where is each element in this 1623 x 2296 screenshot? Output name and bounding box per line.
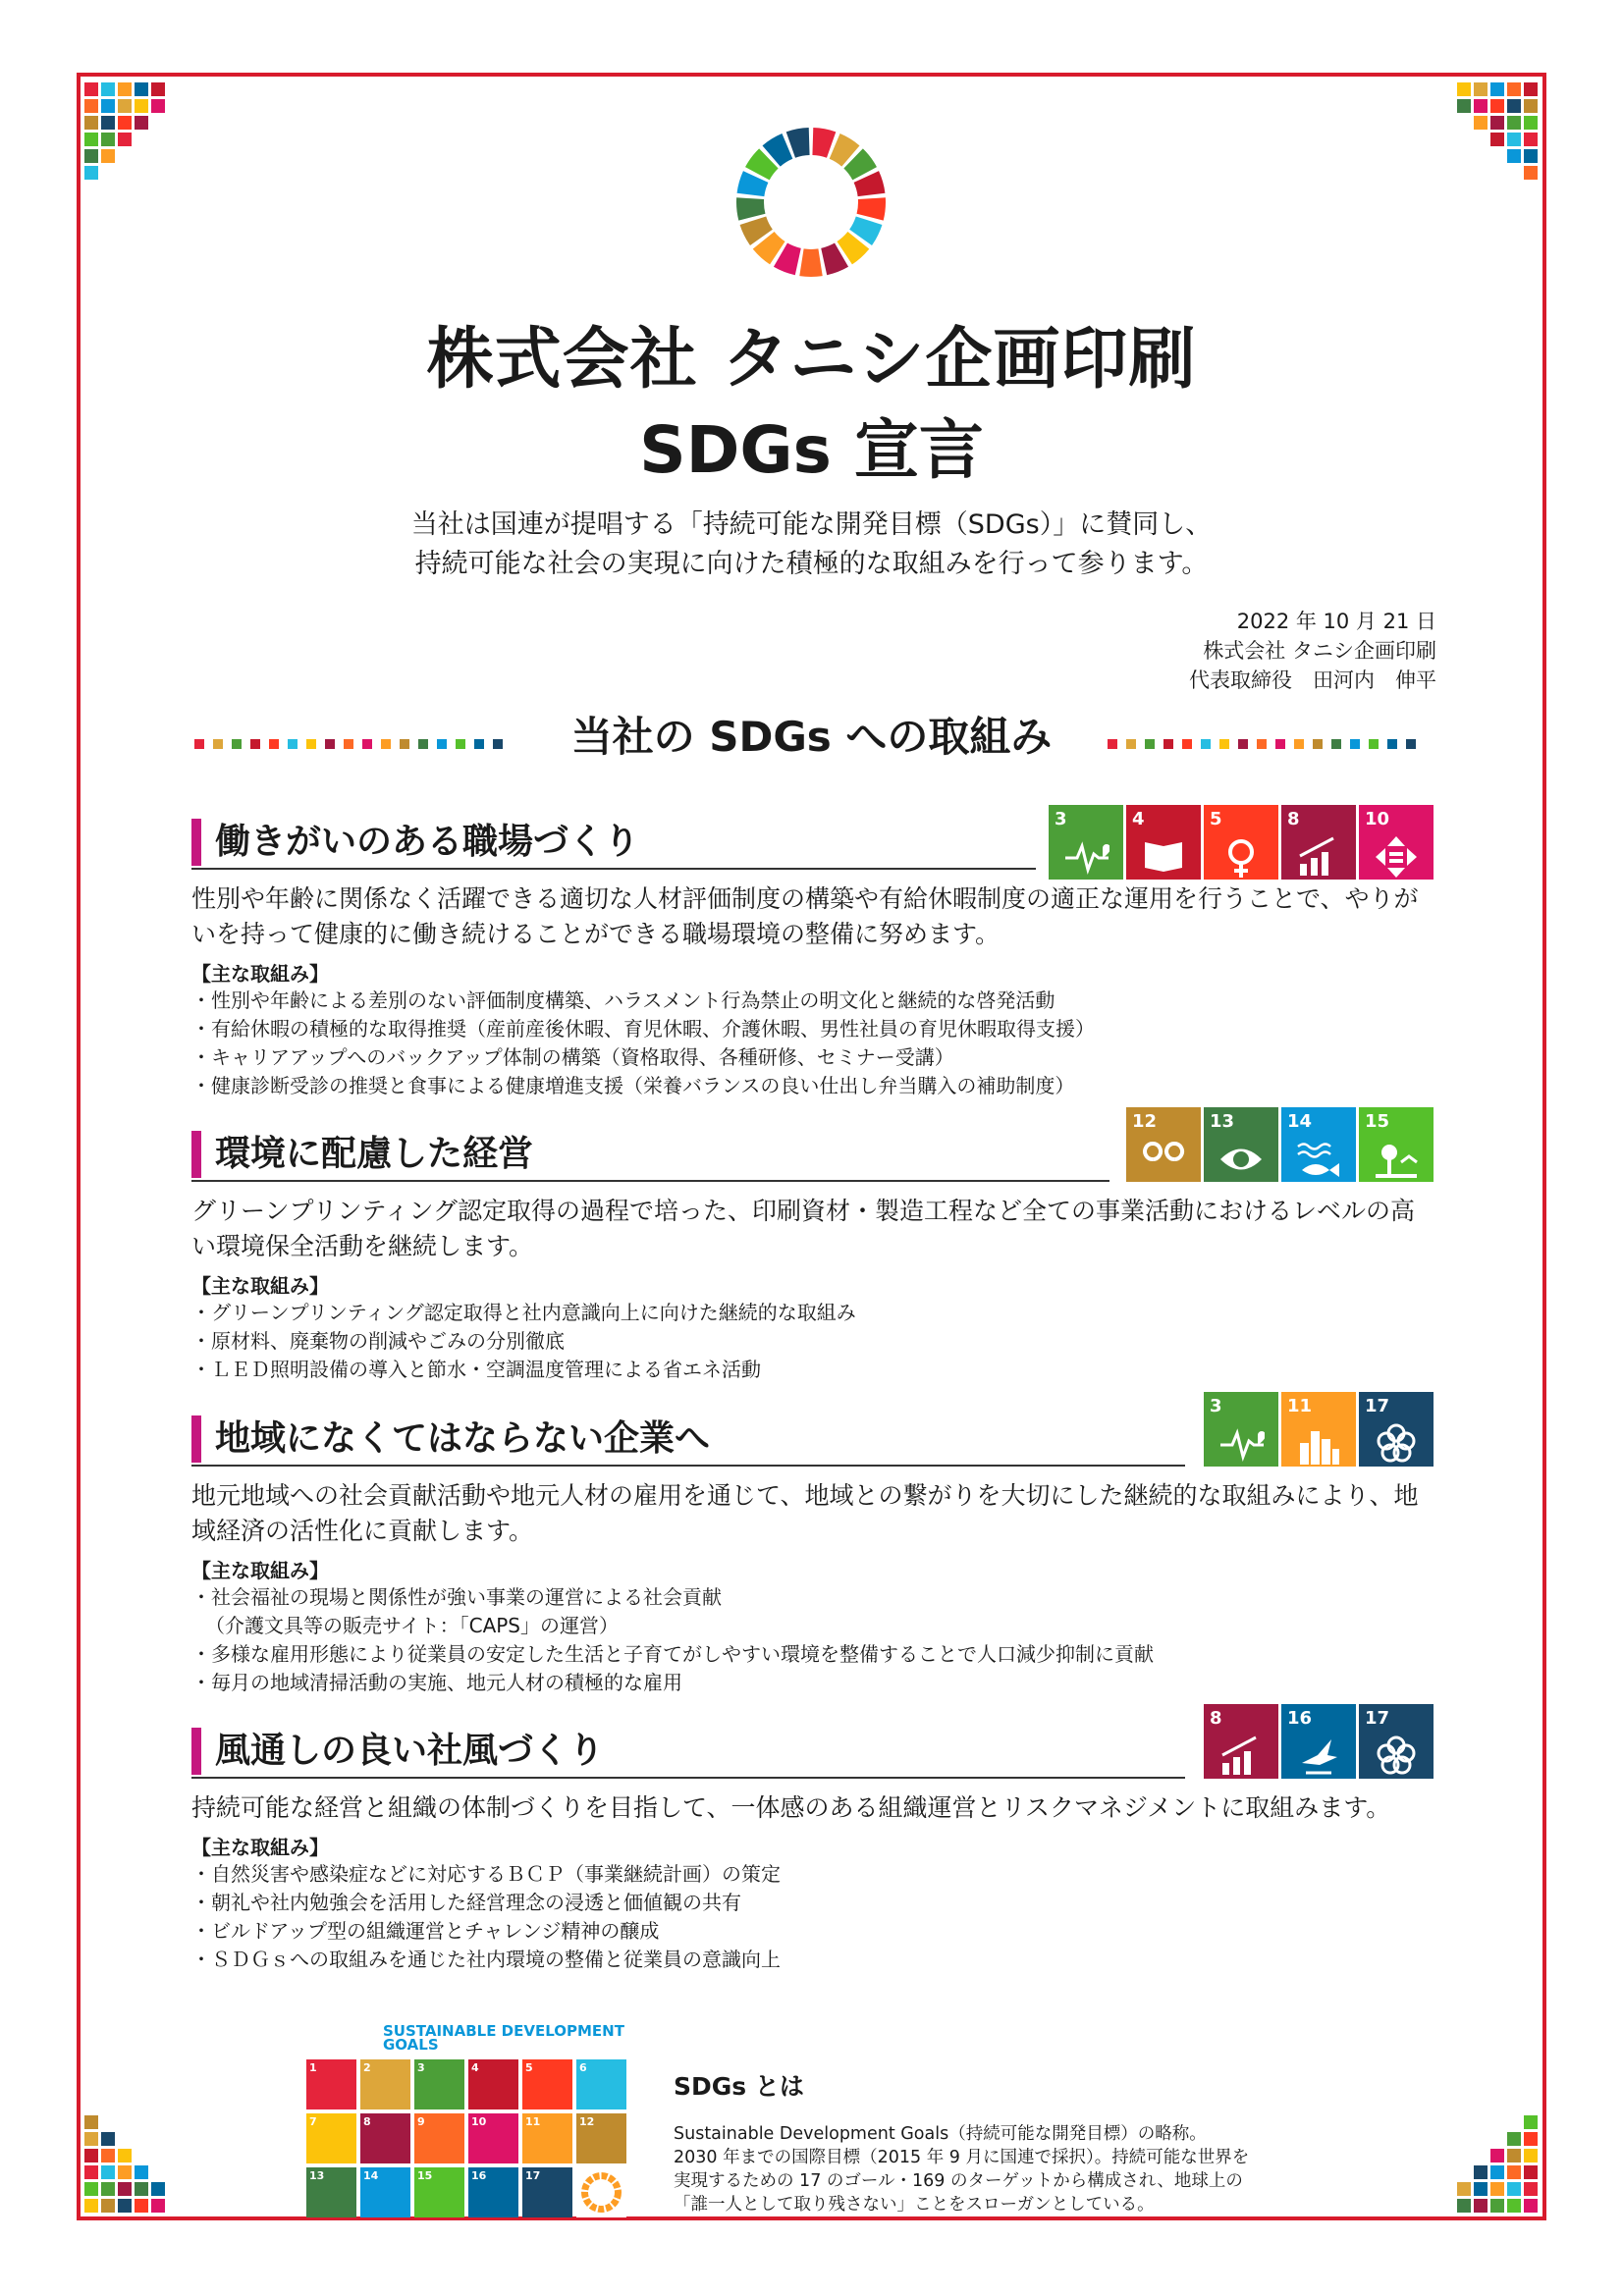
company-name: 株式会社 タニシ企画印刷 bbox=[1203, 639, 1436, 663]
intro-line: 当社は国連が提唱する「持続可能な開発目標（SDGs）」に賛同し、 bbox=[410, 509, 1213, 540]
section-underline bbox=[191, 1180, 1109, 1182]
divider-dot bbox=[1108, 739, 1117, 749]
divider-dot bbox=[1219, 739, 1229, 749]
sdg-goal-3-icon bbox=[1204, 1392, 1278, 1467]
sdg-goal-tile: 9 bbox=[414, 2113, 464, 2163]
initiative-section bbox=[191, 795, 1434, 1100]
section-title: 環境に配慮した経営 bbox=[215, 1134, 534, 1174]
sdg-goal-tile: 12 bbox=[576, 2113, 626, 2163]
sdg-goal-16-icon bbox=[1281, 1704, 1356, 1779]
section-heading-accent bbox=[191, 1728, 201, 1775]
sdg-goal-tile: 6 bbox=[576, 2059, 626, 2109]
sdg-goal-tile: 14 bbox=[360, 2167, 410, 2217]
section-heading bbox=[191, 795, 1434, 870]
corner-mosaic-bottom-right bbox=[1434, 2109, 1542, 2216]
sdg-goal-number: 11 bbox=[1287, 1396, 1313, 1416]
section-heading bbox=[191, 1704, 1434, 1779]
section-title: 働きがいのある職場づくり bbox=[215, 822, 640, 862]
section-underline bbox=[191, 1777, 1185, 1779]
divider-dots-right bbox=[1108, 734, 1425, 744]
sdgs-about-line: Sustainable Development Goals（持続可能な開発目標）の略称。 bbox=[674, 2124, 1207, 2144]
divider-dot bbox=[1350, 739, 1360, 749]
main-initiatives-label: 【主な取組み】 bbox=[191, 1274, 329, 1298]
sdg-goal-17-icon bbox=[1359, 1704, 1434, 1779]
sdgs-about-line: 2030 年までの国際目標（2015 年 9 月に国連で採択）。持続可能な世界を bbox=[674, 2148, 1250, 2167]
sdg-goal-tile: 2 bbox=[360, 2059, 410, 2109]
initiative-section bbox=[191, 1392, 1434, 1697]
main-initiatives-label: 【主な取組み】 bbox=[191, 1559, 329, 1582]
sdg-goal-17-icon bbox=[1359, 1392, 1434, 1467]
sdg-goal-tile: 16 bbox=[468, 2167, 518, 2217]
sdgs-wheel-small-icon bbox=[576, 2167, 626, 2217]
sdg-goal-number: 17 bbox=[1365, 1396, 1390, 1416]
initiative-item: ・多様な雇用形態により従業員の安定した生活と子育てがしやすい環境を整備することで人口減少抑制に貢献 bbox=[191, 1642, 1154, 1666]
initiative-item: ・毎月の地域清掃活動の実施、地元人材の積極的な雇用 bbox=[191, 1671, 682, 1694]
divider-dot bbox=[1387, 739, 1397, 749]
sdg-goal-tile: 17 bbox=[522, 2167, 572, 2217]
section-heading-accent bbox=[191, 1415, 201, 1463]
section-heading-accent bbox=[191, 819, 201, 866]
section-goal-icons bbox=[1204, 1392, 1434, 1467]
sdg-goal-3-icon bbox=[1049, 805, 1123, 880]
divider-dot bbox=[1145, 739, 1155, 749]
corner-mosaic-bottom-left bbox=[81, 2109, 189, 2216]
sdg-goal-number: 12 bbox=[1132, 1111, 1158, 1132]
initiative-item: （介護文具等の販売サイト：「CAPS」の運営） bbox=[205, 1614, 620, 1637]
sdg-goal-number: 8 bbox=[1210, 1708, 1222, 1729]
initiative-item: ・健康診断受診の推奨と食事による健康増進支援（栄養バランスの良い仕出し弁当購入の補助制度） bbox=[191, 1074, 1075, 1097]
divider-dot bbox=[1201, 739, 1211, 749]
initiative-section bbox=[191, 1704, 1434, 1974]
sdg-goal-13-icon bbox=[1204, 1107, 1278, 1182]
sdgs-wheel-icon bbox=[734, 126, 888, 279]
sdg-goal-10-icon bbox=[1359, 805, 1434, 880]
main-initiatives-label: 【主な取組み】 bbox=[191, 962, 329, 986]
divider-dot bbox=[1313, 739, 1323, 749]
sdg-goal-8-icon bbox=[1281, 805, 1356, 880]
sdg-goal-tile: 1 bbox=[306, 2059, 356, 2109]
sdg-goal-12-icon bbox=[1126, 1107, 1201, 1182]
sdg-goal-14-icon bbox=[1281, 1107, 1356, 1182]
initiative-item: ・ビルドアップ型の組織運営とチャレンジ精神の醸成 bbox=[191, 1919, 660, 1943]
divider-dot bbox=[1163, 739, 1173, 749]
sdg-goal-number: 13 bbox=[1210, 1111, 1235, 1132]
section-title: 風通しの良い社風づくり bbox=[215, 1731, 605, 1771]
sdg-goal-number: 4 bbox=[1132, 809, 1145, 829]
main-initiatives-label: 【主な取組み】 bbox=[191, 1836, 329, 1859]
section-heading bbox=[191, 1107, 1434, 1182]
initiative-item: ・朝礼や社内勉強会を活用した経営理念の浸透と価値観の共有 bbox=[191, 1891, 741, 1914]
divider-dot bbox=[1294, 739, 1304, 749]
sdg-goal-4-icon bbox=[1126, 805, 1201, 880]
sdg-goal-tile: 15 bbox=[414, 2167, 464, 2217]
sdgs-about bbox=[674, 2067, 1322, 2216]
initiative-item: ・性別や年齢による差別のない評価制度構築、ハラスメント行為禁止の明文化と継続的な啓発活動 bbox=[191, 988, 1055, 1012]
sdg-goal-number: 5 bbox=[1210, 809, 1222, 829]
initiative-item: ・原材料、廃棄物の削減やごみの分別徹底 bbox=[191, 1329, 565, 1353]
initiative-item: ・社会福祉の現場と関係性が強い事業の運営による社会貢献 bbox=[191, 1585, 722, 1609]
divider-dot bbox=[1238, 739, 1248, 749]
initiative-item: ・自然災害や感染症などに対応するＢＣＰ（事業継続計画）の策定 bbox=[191, 1862, 781, 1886]
divider-dot bbox=[1182, 739, 1192, 749]
divider-dot bbox=[1126, 739, 1136, 749]
sdgs-about-line: 「誰一人として取り残さない」ことをスローガンとしている。 bbox=[674, 2195, 1155, 2215]
initiative-item: ・グリーンプリンティング認定取得と社内意識向上に向けた継続的な取組み bbox=[191, 1301, 856, 1324]
sdgs-goals-logo bbox=[306, 2024, 640, 2217]
sdg-goal-tile: 3 bbox=[414, 2059, 464, 2109]
sdg-goal-number: 15 bbox=[1365, 1111, 1390, 1132]
sdgs-logo-text: SUSTAINABLE DEVELOPMENT GOALS bbox=[383, 2022, 624, 2054]
sdg-goal-tile: 4 bbox=[468, 2059, 518, 2109]
initiative-item: ・ＳＤＧｓへの取組みを通じた社内環境の整備と従業員の意識向上 bbox=[191, 1948, 781, 1971]
sdg-goal-number: 3 bbox=[1210, 1396, 1222, 1416]
sdg-goal-tile: 10 bbox=[468, 2113, 518, 2163]
page-subtitle: SDGs 宣言 bbox=[639, 412, 984, 488]
initiative-section bbox=[191, 1107, 1434, 1384]
signature-block bbox=[1189, 607, 1436, 695]
section-body: 地元地域への社会貢献活動や地元人材の雇用を通じて、地域との繋がりを大切にした継続的な取組みにより、地域経済の活性化に貢献します。 bbox=[191, 1481, 1419, 1545]
sdg-goal-tile: 13 bbox=[306, 2167, 356, 2217]
sdg-goal-number: 10 bbox=[1365, 809, 1390, 829]
sdg-goal-tile: 8 bbox=[360, 2113, 410, 2163]
section-title: 地域になくてはならない企業へ bbox=[215, 1418, 711, 1459]
corner-mosaic-top-left bbox=[81, 79, 189, 187]
section-underline bbox=[191, 868, 1036, 870]
representative-name: 代表取締役 田河内 伸平 bbox=[1189, 668, 1436, 692]
sdg-goal-5-icon bbox=[1204, 805, 1278, 880]
sdgs-about-heading: SDGs とは bbox=[674, 2072, 804, 2101]
section-underline bbox=[191, 1465, 1185, 1467]
initiative-item: ・ＬＥＤ照明設備の導入と節水・空調温度管理による省エネ活動 bbox=[191, 1358, 761, 1381]
sdg-goal-8-icon bbox=[1204, 1704, 1278, 1779]
divider-dot bbox=[1369, 739, 1379, 749]
sdg-goal-tile: 7 bbox=[306, 2113, 356, 2163]
initiative-item: ・キャリアアップへのバックアップ体制の構築（資格取得、各種研修、セミナー受講） bbox=[191, 1045, 954, 1069]
initiatives-heading: 当社の SDGs への取組み bbox=[570, 713, 1053, 761]
sdg-goal-tile: 5 bbox=[522, 2059, 572, 2109]
divider-dot bbox=[1257, 739, 1267, 749]
section-heading bbox=[191, 1392, 1434, 1467]
sdg-goal-number: 16 bbox=[1287, 1708, 1313, 1729]
section-heading-accent bbox=[191, 1131, 201, 1178]
page-title: 株式会社 タニシ企画印刷 bbox=[426, 321, 1197, 399]
section-goal-icons bbox=[1126, 1107, 1434, 1182]
corner-mosaic-top-right bbox=[1434, 79, 1542, 187]
section-body: 性別や年齢に関係なく活躍できる適切な人材評価制度の構築や有給休暇制度の適正な運用を行うことで、やりがいを持って健康的に働き続けることができる職場環境の整備に努めます。 bbox=[191, 884, 1419, 948]
sdg-goal-number: 14 bbox=[1287, 1111, 1313, 1132]
sdg-goal-15-icon bbox=[1359, 1107, 1434, 1182]
sdg-goal-tile: 11 bbox=[522, 2113, 572, 2163]
section-body: グリーンプリンティング認定取得の過程で培った、印刷資材・製造工程など全ての事業活動におけるレベルの高い環境保全活動を継続します。 bbox=[191, 1197, 1416, 1260]
sdgs-about-line: 実現するための 17 のゴール・169 のターゲットから構成され、地球上の bbox=[674, 2171, 1243, 2191]
sdg-goal-number: 8 bbox=[1287, 809, 1300, 829]
section-goal-icons bbox=[1204, 1704, 1434, 1779]
intro-text bbox=[0, 506, 1623, 584]
section-body: 持続可能な経営と組織の体制づくりを目指して、一体感のある組織運営とリスクマネジメントに取組みます。 bbox=[191, 1793, 1391, 1822]
intro-line: 持続可能な社会の実現に向けた積極的な取組みを行って参ります。 bbox=[414, 549, 1209, 579]
section-goal-icons bbox=[1049, 805, 1434, 880]
sdg-goal-number: 17 bbox=[1365, 1708, 1390, 1729]
divider-dot bbox=[1275, 739, 1285, 749]
sdg-goal-11-icon bbox=[1281, 1392, 1356, 1467]
divider-dot bbox=[1406, 739, 1416, 749]
divider-dot bbox=[1331, 739, 1341, 749]
declaration-date: 2022 年 10 月 21 日 bbox=[1236, 610, 1436, 633]
sdg-goal-number: 3 bbox=[1055, 809, 1067, 829]
initiative-item: ・有給休暇の積極的な取得推奨（産前産後休暇、育児休暇、介護休暇、男性社員の育児休暇取得支援） bbox=[191, 1017, 1095, 1041]
